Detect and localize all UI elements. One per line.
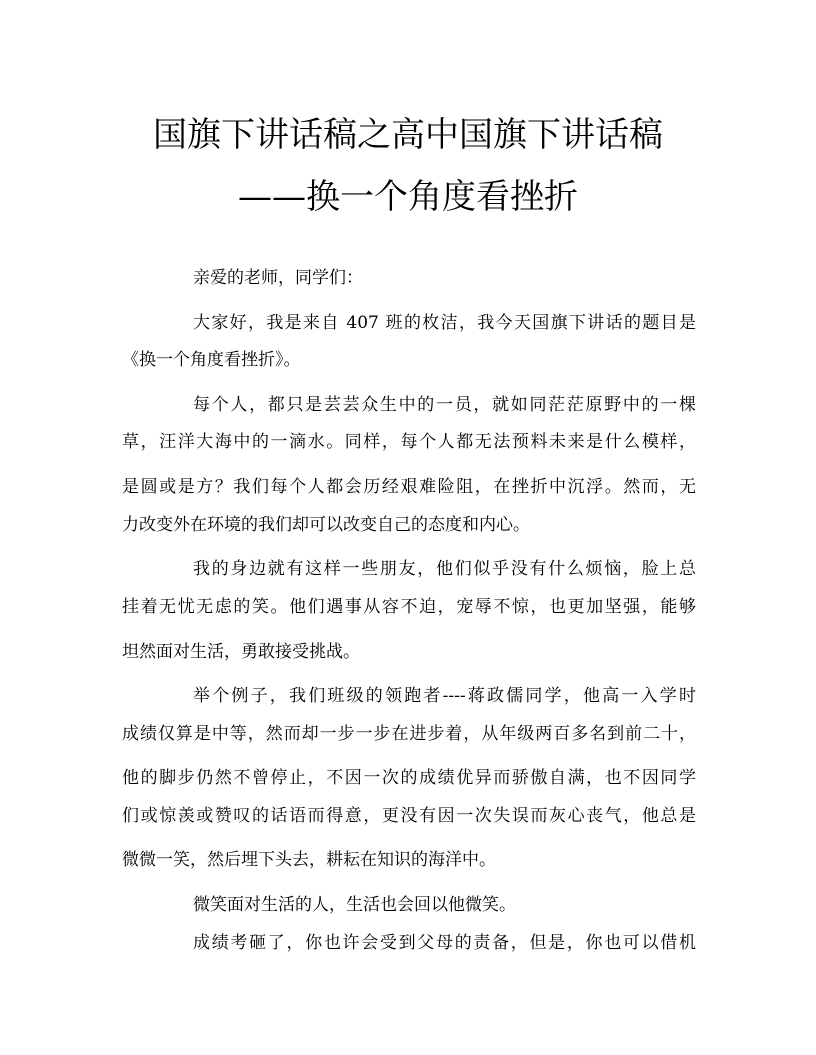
paragraph-5-line-1: 微笑面对生活的人，生活也会回以他微笑。 (193, 895, 516, 915)
paragraph-4-line-2: 成绩仅算是中等，然而却一步一步在进步着，从年级两百多名到前二十， (122, 724, 696, 744)
paragraph-3-line-3: 坦然面对生活，勇敢接受挑战。 (122, 642, 360, 662)
paragraph-2-line-4: 力改变外在环境的我们却可以改变自己的态度和内心。 (122, 515, 530, 535)
salutation-line: 亲爱的老师，同学们： (193, 268, 363, 288)
paragraph-2-line-1: 每个人，都只是芸芸众生中的一员，就如同茫茫原野中的一棵 (193, 395, 696, 415)
paragraph-2-line-3: 是圆或是方？我们每个人都会历经艰难险阻，在挫折中沉浮。然而，无 (122, 477, 696, 497)
paragraph-4-line-4: 们或惊羡或赞叹的话语而得意，更没有因一次失误而灰心丧气，他总是 (122, 806, 696, 826)
paragraph-3-line-2: 挂着无忧无虑的笑。他们遇事从容不迫，宠辱不惊，也更加坚强，能够 (122, 597, 696, 617)
paragraph-4-line-1: 举个例子，我们班级的领跑者----蒋政儒同学，他高一入学时 (193, 686, 696, 706)
document-subtitle: ——换一个角度看挫折 (238, 177, 578, 217)
paragraph-1-line-1: 大家好，我是来自 407 班的枚洁，我今天国旗下讲话的题目是 (193, 313, 696, 333)
paragraph-2-line-2: 草，汪洋大海中的一滴水。同样，每个人都无法预料未来是什么模样， (122, 432, 696, 452)
paragraph-4-line-5: 微微一笑，然后埋下头去，耕耘在知识的海洋中。 (122, 850, 496, 870)
paragraph-1-line-2: 《换一个角度看挫折》。 (122, 350, 301, 370)
document-title: 国旗下讲话稿之高中国旗下讲话稿 (153, 115, 663, 155)
paragraph-4-line-3: 他的脚步仍然不曾停止，不因一次的成绩优异而骄傲自满，也不因同学 (122, 768, 696, 788)
paragraph-6-line-1: 成绩考砸了，你也许会受到父母的责备，但是，你也可以借机 (193, 933, 696, 953)
paragraph-3-line-1: 我的身边就有这样一些朋友，他们似乎没有什么烦恼，脸上总 (193, 559, 696, 579)
